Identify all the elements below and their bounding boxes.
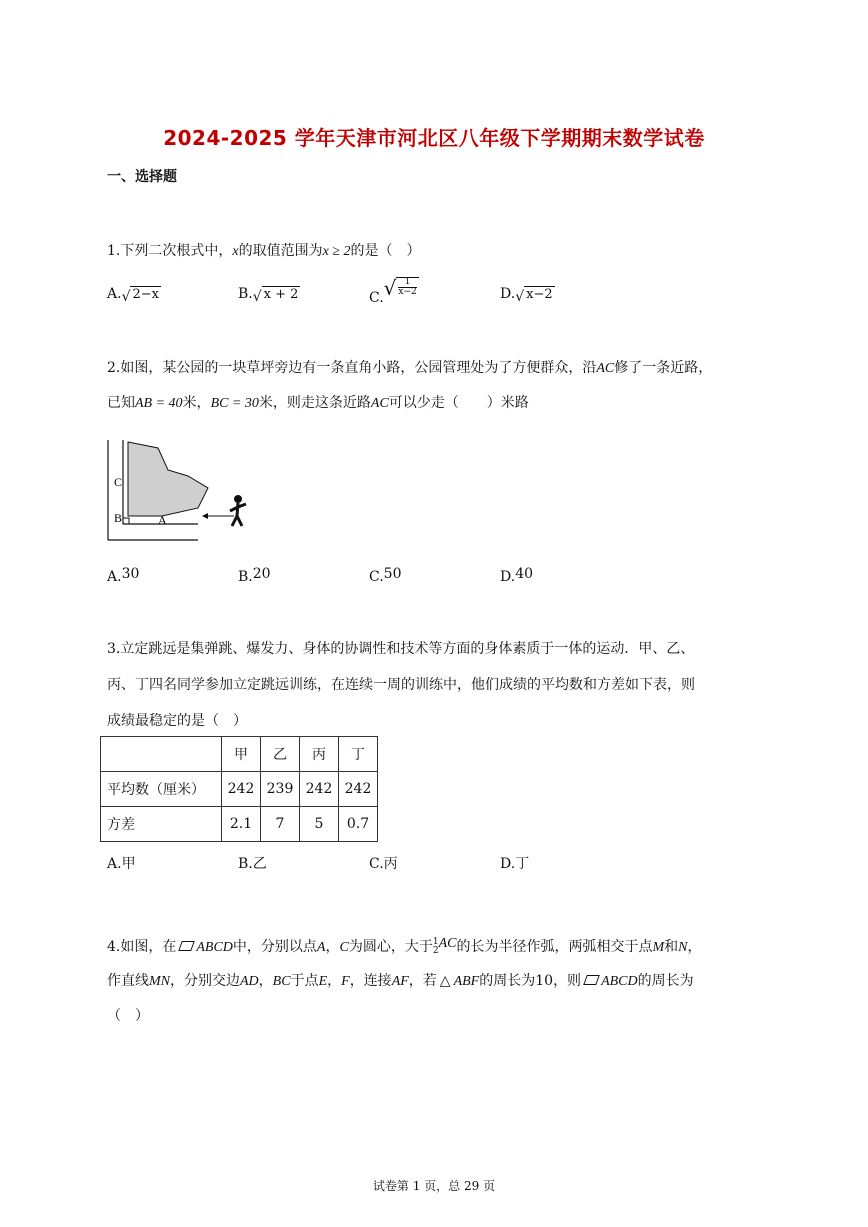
q1-option-c bbox=[369, 276, 419, 306]
q4-text: 的长为半径作弧，两弧相交于点 bbox=[456, 939, 653, 955]
q2-var: AC bbox=[370, 396, 389, 411]
park-figure bbox=[100, 436, 260, 542]
q4-var: C bbox=[339, 940, 349, 955]
fraction bbox=[396, 277, 418, 297]
q4-text: ，连接 bbox=[349, 973, 392, 989]
q1-text-c: 的是（ ） bbox=[350, 243, 421, 259]
q3-option-b bbox=[238, 853, 267, 873]
parallelogram-icon bbox=[179, 941, 196, 951]
scores-table bbox=[100, 736, 378, 842]
q4-number: 10 bbox=[535, 973, 554, 989]
q3-option-d bbox=[500, 853, 529, 873]
q4-text: 于点 bbox=[290, 973, 319, 989]
q4-text: ， bbox=[327, 973, 342, 989]
radical-icon: √ bbox=[383, 276, 397, 300]
question-3-line-1: 3.立定跳远是集弹跳、爆发力、身体的协调性和技术等方面的身体素质于一体的运动．甲、乙、 bbox=[107, 641, 695, 657]
q2-expr: BC = 30 bbox=[210, 396, 259, 411]
q4-text: ，分别交边 bbox=[170, 973, 240, 989]
q4-var: BC bbox=[272, 974, 291, 989]
option-value: 30 bbox=[121, 566, 140, 582]
q2-option-c bbox=[369, 566, 402, 585]
q4-var: ABCD bbox=[601, 974, 638, 989]
person-head-icon bbox=[234, 495, 242, 503]
option-value: 20 bbox=[252, 566, 271, 582]
q4-var: AF bbox=[391, 974, 409, 989]
q1-option-b bbox=[238, 286, 300, 305]
option-value: 丁 bbox=[515, 856, 530, 872]
question-2-line-2 bbox=[107, 392, 529, 412]
table-cell: 方差 bbox=[101, 807, 222, 842]
q4-var: F bbox=[341, 974, 350, 989]
question-3-line-3: 成绩最稳定的是（ ） bbox=[107, 713, 247, 729]
question-4-line-3: （ ） bbox=[107, 1008, 149, 1024]
question-3-line-2: 丙、丁四名同学参加立定跳远训练，在连续一周的训练中，他们成绩的平均数和方差如下表，则 bbox=[107, 677, 695, 693]
option-label: D. bbox=[500, 569, 516, 585]
q4-var: AC bbox=[438, 936, 457, 951]
q4-text: 的周长为 bbox=[479, 973, 536, 989]
q2-text: 2.如图，某公园的一块草坪旁边有一条直角小路，公园管理处为了方便群众，沿 bbox=[107, 360, 597, 376]
q4-text: 4.如图，在 bbox=[107, 939, 177, 955]
option-label: A. bbox=[107, 286, 122, 302]
q1-text-b: 的取值范围为 bbox=[238, 243, 323, 259]
table-cell: 239 bbox=[261, 772, 300, 807]
right-angle-mark bbox=[123, 518, 129, 524]
parallelogram-icon bbox=[583, 975, 600, 985]
table-cell: 5 bbox=[300, 807, 339, 842]
q4-text: ，若 bbox=[408, 973, 437, 989]
table-header-cell: 丁 bbox=[339, 737, 378, 772]
label-b: B bbox=[114, 511, 123, 525]
denominator: x−2 bbox=[398, 287, 417, 297]
table-cell: 242 bbox=[300, 772, 339, 807]
radical-icon: √ bbox=[121, 289, 131, 305]
q2-text: 已知 bbox=[107, 395, 135, 411]
table-cell: 2.1 bbox=[222, 807, 261, 842]
q4-text: 的周长为 bbox=[637, 973, 694, 989]
q1-option-d bbox=[500, 286, 555, 305]
denominator: 2 bbox=[432, 946, 439, 956]
radical-icon: √ bbox=[252, 289, 262, 305]
table-header-row bbox=[101, 737, 378, 772]
q4-var: A bbox=[316, 940, 326, 955]
table-header-cell bbox=[101, 737, 222, 772]
page-footer: 试卷第 1 页，总 29 页 bbox=[372, 1179, 496, 1193]
q4-var: MN bbox=[149, 974, 170, 989]
option-label: D. bbox=[500, 286, 516, 302]
person-body-icon bbox=[230, 503, 246, 526]
table-cell: 平均数（厘米） bbox=[101, 772, 222, 807]
q1-condition: x ≥ 2 bbox=[322, 244, 351, 259]
section-heading: 一、选择题 bbox=[107, 169, 177, 185]
q4-var: ABCD bbox=[196, 940, 233, 955]
q2-option-b bbox=[238, 566, 271, 585]
question-4-line-2 bbox=[107, 970, 694, 990]
radicand: x + 2 bbox=[263, 287, 299, 302]
q2-var: AC bbox=[596, 361, 615, 376]
q3-option-c bbox=[369, 853, 398, 873]
q1-var: x bbox=[232, 244, 239, 259]
q2-option-a bbox=[107, 566, 139, 585]
q4-text: 和 bbox=[664, 939, 679, 955]
q2-text: 米， bbox=[182, 395, 211, 411]
question-1-stem bbox=[107, 240, 420, 260]
q4-text: 作直线 bbox=[107, 973, 149, 989]
option-label: D. bbox=[500, 856, 516, 872]
table-cell: 7 bbox=[261, 807, 300, 842]
q4-text: 中，分别以点 bbox=[232, 939, 317, 955]
question-4-line-1 bbox=[107, 936, 701, 956]
table-row bbox=[101, 807, 378, 842]
table-row bbox=[101, 772, 378, 807]
q4-var: AD bbox=[240, 974, 259, 989]
option-value: 甲 bbox=[121, 856, 136, 872]
table-header-cell: 甲 bbox=[222, 737, 261, 772]
q4-text: 为圆心，大于 bbox=[348, 939, 433, 955]
q3-option-a bbox=[107, 853, 136, 873]
option-label: C. bbox=[369, 856, 384, 872]
option-label: A. bbox=[107, 856, 122, 872]
option-label: A. bbox=[107, 569, 122, 585]
q4-text: ， bbox=[258, 973, 273, 989]
option-label: C. bbox=[369, 569, 384, 585]
label-c: C bbox=[114, 475, 123, 489]
option-label: C. bbox=[369, 290, 384, 306]
q2-expr: AB = 40 bbox=[135, 396, 183, 411]
option-value: 40 bbox=[515, 566, 534, 582]
radicand: 2−x bbox=[132, 287, 159, 302]
q4-text: ， bbox=[325, 939, 340, 955]
label-a: A bbox=[158, 513, 167, 527]
q4-var: N bbox=[678, 940, 688, 955]
table-header-cell: 乙 bbox=[261, 737, 300, 772]
q4-var: ABF bbox=[453, 974, 480, 989]
q2-text: 米，则走这条近路 bbox=[258, 395, 371, 411]
option-label: B. bbox=[238, 856, 253, 872]
option-label: B. bbox=[238, 569, 253, 585]
table-header-cell: 丙 bbox=[300, 737, 339, 772]
q4-var: M bbox=[652, 940, 665, 955]
option-label: B. bbox=[238, 286, 253, 302]
radicand: x−2 bbox=[526, 287, 553, 302]
numerator: 1 bbox=[432, 937, 439, 947]
option-value: 丙 bbox=[383, 856, 398, 872]
option-value: 乙 bbox=[252, 856, 267, 872]
table-cell: 242 bbox=[222, 772, 261, 807]
lawn-shape bbox=[128, 442, 208, 516]
numerator: 1 bbox=[398, 278, 416, 288]
q2-option-d bbox=[500, 566, 533, 585]
arrow-head-icon bbox=[202, 513, 208, 519]
exam-title: 2024-2025 学年天津市河北区八年级下学期期末数学试卷 bbox=[163, 126, 705, 150]
q2-text: 可以少走（ ）米路 bbox=[388, 395, 529, 411]
q1-text: 1.下列二次根式中， bbox=[107, 243, 233, 259]
triangle-icon: △ bbox=[439, 973, 451, 989]
q4-var: E bbox=[318, 974, 328, 989]
table-cell: 242 bbox=[339, 772, 378, 807]
q2-text: 修了一条近路， bbox=[614, 360, 713, 376]
q1-option-a bbox=[107, 286, 161, 305]
question-2-line-1 bbox=[107, 357, 712, 377]
table-cell: 0.7 bbox=[339, 807, 378, 842]
option-value: 50 bbox=[383, 566, 402, 582]
q4-text: ， bbox=[687, 939, 702, 955]
radical-icon: √ bbox=[515, 289, 525, 305]
q4-text: ，则 bbox=[553, 973, 582, 989]
